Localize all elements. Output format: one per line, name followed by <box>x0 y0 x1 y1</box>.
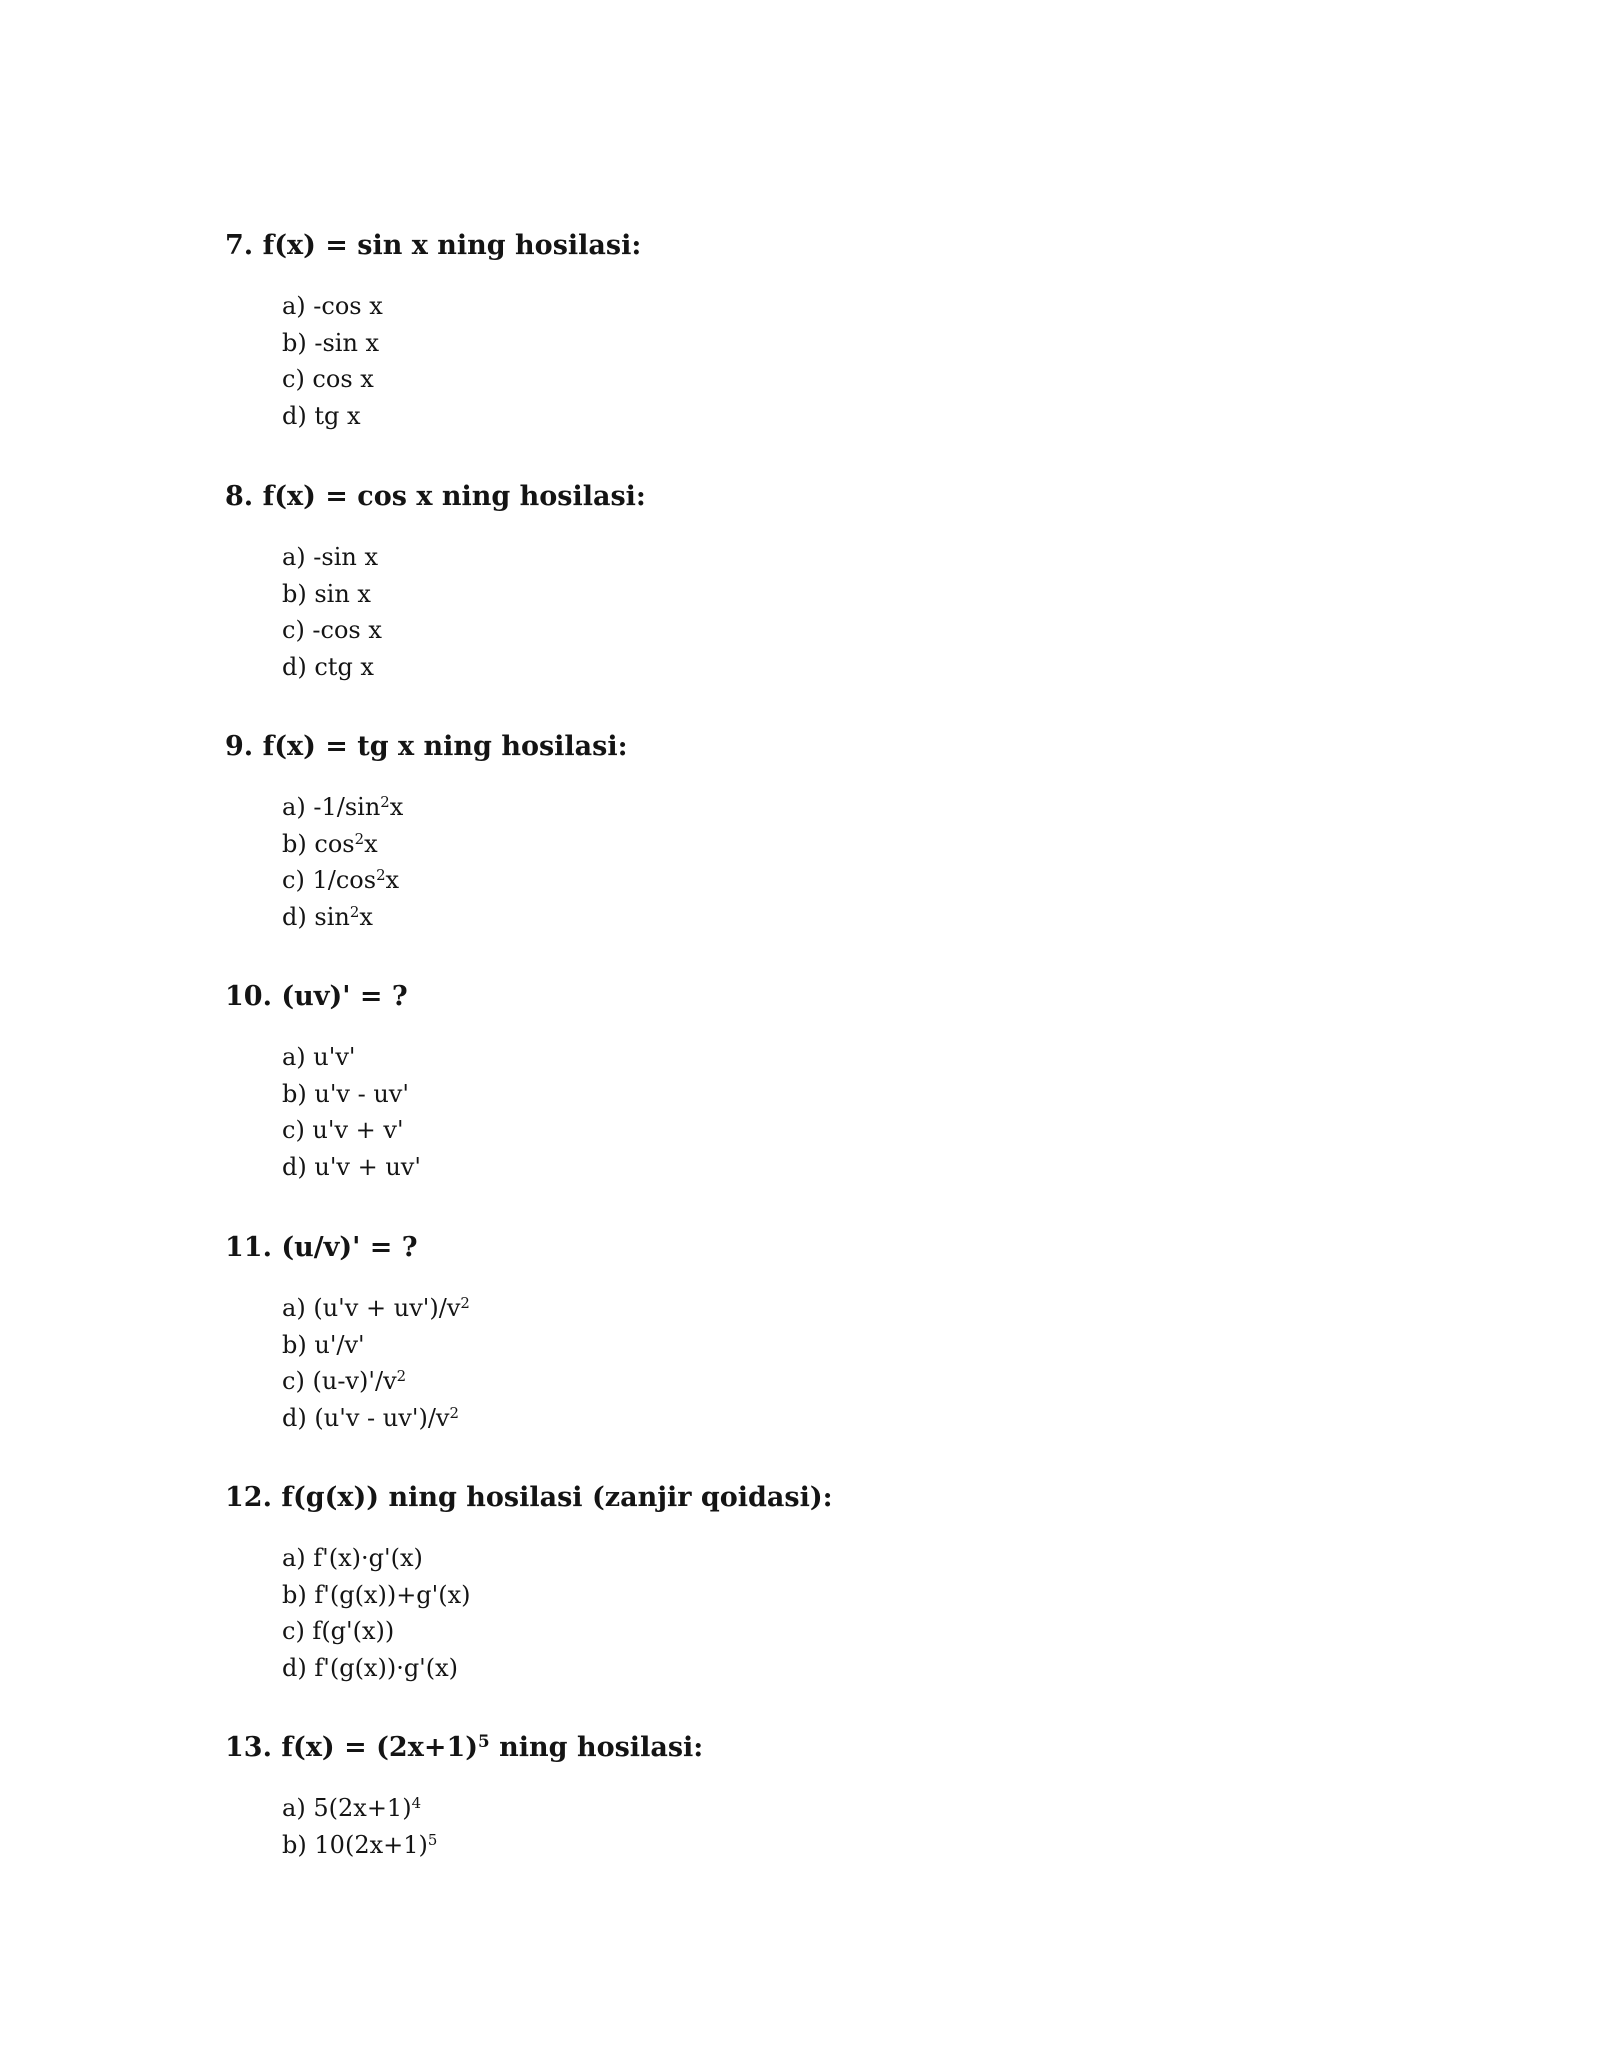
option-b: b) $10(2x+1)^5$ <box>282 1830 438 1859</box>
option-list <box>282 1039 1425 1185</box>
option-b: b) u'v - uv' <box>282 1079 409 1108</box>
option-c: c) $1/\cos^2x$ <box>282 865 400 894</box>
question-9 <box>225 727 1425 935</box>
option-a: a) -cos x <box>282 292 383 320</box>
option-b: b) u'/v' <box>282 1330 365 1359</box>
option-c: c) $(u-v)'/v^2$ <box>282 1366 407 1395</box>
option-list <box>282 288 1425 434</box>
option-b: b) $\cos^2x$ <box>282 829 378 858</box>
option-b: b) f'(g(x))+g'(x) <box>282 1580 471 1609</box>
option-d: d) $(u'v - uv')/v^2$ <box>282 1403 459 1432</box>
question-title: 11. (u/v)' = ? <box>225 1232 418 1263</box>
option-d: d) $\sin^2x$ <box>282 902 373 931</box>
option-list <box>282 539 1425 685</box>
question-10 <box>225 977 1425 1185</box>
option-d: d) u'v + uv' <box>282 1152 421 1181</box>
option-d: d) f'(g(x))·g'(x) <box>282 1653 459 1682</box>
option-d: d) ctg x <box>282 652 374 681</box>
option-a: a) $5(2x+1)^4$ <box>282 1793 422 1822</box>
question-12 <box>225 1478 1425 1686</box>
question-title: 8. f(x) = cos x ning hosilasi: <box>225 481 646 512</box>
question-11 <box>225 1228 1425 1436</box>
question-title: 9. f(x) = tg x ning hosilasi: <box>225 731 628 762</box>
option-a: a) u'v' <box>282 1043 356 1071</box>
option-a: a) f'(x)·g'(x) <box>282 1544 423 1572</box>
option-list <box>282 1790 1425 1863</box>
option-a: a) -sin x <box>282 543 379 571</box>
option-c: c) -cos x <box>282 616 382 644</box>
question-title: 13. $f(x) = (2x+1)^5$ ning hosilasi: <box>225 1730 704 1763</box>
question-7 <box>225 226 1425 434</box>
option-c: c) cos x <box>282 365 374 393</box>
option-c: c) u'v + v' <box>282 1116 404 1144</box>
option-b: b) sin x <box>282 579 371 608</box>
option-b: b) -sin x <box>282 328 380 357</box>
option-a: a) $-1/\sin^2x$ <box>282 792 404 821</box>
option-list <box>282 789 1425 935</box>
option-c: c) f(g'(x)) <box>282 1617 395 1645</box>
option-d: d) tg x <box>282 401 361 430</box>
question-title: 7. f(x) = sin x ning hosilasi: <box>225 230 642 261</box>
option-list <box>282 1540 1425 1686</box>
question-13 <box>225 1728 1425 1863</box>
question-8 <box>225 477 1425 685</box>
question-title: 12. f(g(x)) ning hosilasi (zanjir qoidasi): <box>225 1482 833 1513</box>
option-a: a) $(u'v + uv')/v^2$ <box>282 1293 470 1322</box>
option-list <box>282 1290 1425 1436</box>
question-title: 10. (uv)' = ? <box>225 981 408 1012</box>
